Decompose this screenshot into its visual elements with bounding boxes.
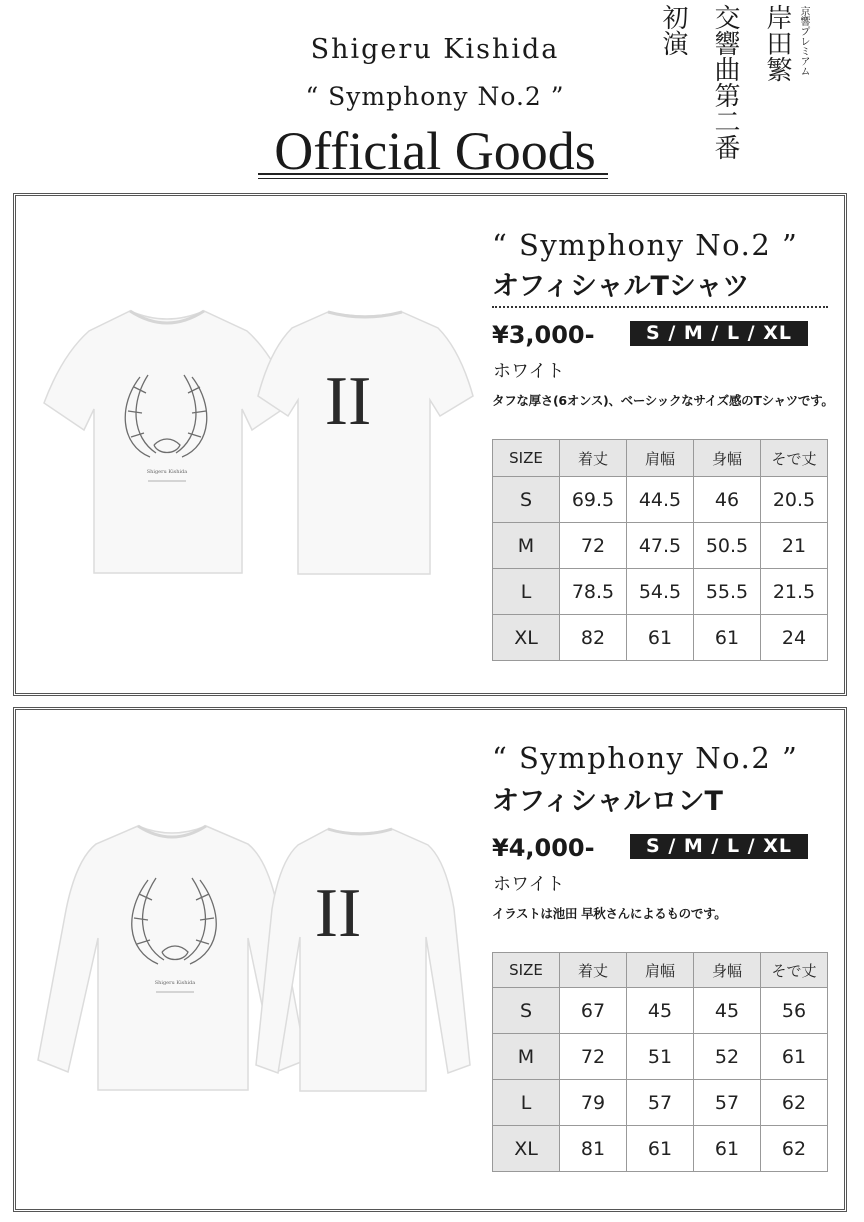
table-row (493, 569, 828, 615)
table-cell: M (493, 523, 560, 569)
table-header-cell: 着丈 (560, 953, 627, 988)
table-cell: 57 (694, 1080, 761, 1126)
table-row (493, 523, 828, 569)
table-header-cell: SIZE (493, 953, 560, 988)
table-cell: 55.5 (694, 569, 761, 615)
tshirt-back-mark: II (324, 363, 372, 440)
longsleeve-back-mark: II (314, 875, 362, 952)
svg-text:Shigeru Kishida: Shigeru Kishida (146, 469, 188, 475)
table-header-cell: 肩幅 (627, 440, 694, 477)
table-cell: XL (493, 615, 560, 661)
table-header-cell: そで丈 (761, 953, 828, 988)
table-header-cell: 身幅 (694, 440, 761, 477)
table-cell: 20.5 (761, 477, 828, 523)
artist-name: Shigeru Kishida (310, 34, 560, 65)
table-cell: 61 (761, 1034, 828, 1080)
table-cell: 61 (694, 615, 761, 661)
product-note: タフな厚さ(6オンス)、ベーシックなサイズ感のTシャツです。 (492, 393, 834, 408)
title-underline-thin (258, 178, 608, 179)
table-cell: S (493, 988, 560, 1034)
table-row (493, 1034, 828, 1080)
table-cell: 21.5 (761, 569, 828, 615)
size-table-tshirt (492, 439, 828, 661)
table-cell: M (493, 1034, 560, 1080)
table-cell: 82 (560, 615, 627, 661)
vertical-work: 交響曲第二番 (710, 4, 740, 160)
product-price: ¥4,000- (492, 834, 595, 862)
table-row (493, 615, 828, 661)
table-cell: 61 (694, 1126, 761, 1172)
tshirt-front-image (42, 305, 292, 580)
product-note: イラストは池田 早秋さんによるものです。 (492, 906, 727, 921)
table-cell: 54.5 (627, 569, 694, 615)
tshirt-back-image (258, 308, 473, 578)
page-title: Official Goods (274, 121, 596, 181)
table-header-row (493, 953, 828, 988)
table-cell: 24 (761, 615, 828, 661)
table-cell: 52 (694, 1034, 761, 1080)
table-cell: 57 (627, 1080, 694, 1126)
table-cell: 21 (761, 523, 828, 569)
table-cell: L (493, 1080, 560, 1126)
table-cell: 44.5 (627, 477, 694, 523)
table-cell: 69.5 (560, 477, 627, 523)
table-cell: 62 (761, 1126, 828, 1172)
product-color: ホワイト (493, 874, 565, 895)
size-options-badge: S / M / L / XL (630, 834, 808, 859)
vertical-premiere: 初演 (658, 4, 688, 56)
table-cell: 62 (761, 1080, 828, 1126)
table-header-cell: そで丈 (761, 440, 828, 477)
table-cell: 81 (560, 1126, 627, 1172)
title-underline (258, 173, 608, 175)
table-header-cell: 肩幅 (627, 953, 694, 988)
table-cell: 51 (627, 1034, 694, 1080)
svg-text:Shigeru Kishida: Shigeru Kishida (154, 980, 196, 986)
table-cell: S (493, 477, 560, 523)
table-cell: 79 (560, 1080, 627, 1126)
product-name: オフィシャルロンT (492, 786, 723, 817)
table-cell: 50.5 (694, 523, 761, 569)
table-cell: XL (493, 1126, 560, 1172)
table-header-cell: 着丈 (560, 440, 627, 477)
table-cell: 61 (627, 615, 694, 661)
table-cell: L (493, 569, 560, 615)
product-name: オフィシャルTシャツ (492, 271, 750, 302)
table-cell: 46 (694, 477, 761, 523)
size-table-longsleeve (492, 952, 828, 1172)
table-header-row (493, 440, 828, 477)
longsleeve-back-image (256, 825, 470, 1095)
table-header-cell: SIZE (493, 440, 560, 477)
dotted-divider (492, 306, 828, 308)
table-cell: 72 (560, 1034, 627, 1080)
table-cell: 78.5 (560, 569, 627, 615)
table-cell: 47.5 (627, 523, 694, 569)
table-row (493, 988, 828, 1034)
table-row (493, 1126, 828, 1172)
table-cell: 45 (694, 988, 761, 1034)
table-cell: 56 (761, 988, 828, 1034)
table-cell: 45 (627, 988, 694, 1034)
product-color: ホワイト (493, 361, 565, 382)
product-symphony-label: “ Symphony No.2 ” (492, 741, 799, 775)
product-symphony-label: “ Symphony No.2 ” (492, 228, 799, 262)
series-label: 京響プレミアム (798, 6, 809, 76)
vertical-composer: 岸田繁 (762, 4, 792, 82)
product-price: ¥3,000- (492, 321, 595, 349)
table-cell: 72 (560, 523, 627, 569)
table-cell: 61 (627, 1126, 694, 1172)
table-row (493, 477, 828, 523)
table-header-cell: 身幅 (694, 953, 761, 988)
size-options-badge: S / M / L / XL (630, 321, 808, 346)
symphony-subtitle: “ Symphony No.2 ” (305, 82, 565, 111)
table-cell: 67 (560, 988, 627, 1034)
table-row (493, 1080, 828, 1126)
